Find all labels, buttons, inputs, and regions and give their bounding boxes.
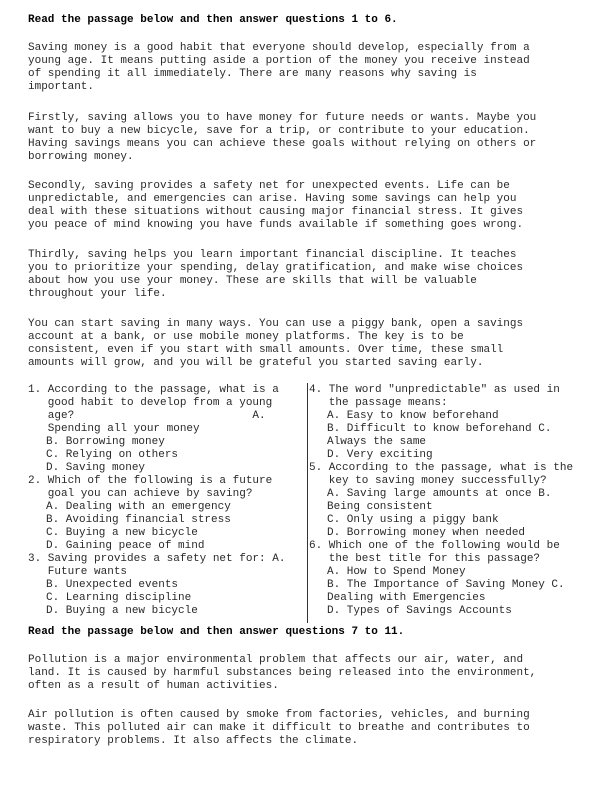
passage1-paragraph-4: Thirdly, saving helps you learn important financial discipline. It teaches you to prioritize your spending, delay gratification, and make wise choices about how you use your money. These are skills that will be valuable throughout your life. — [28, 249, 524, 300]
question-6 — [309, 540, 594, 618]
passage2-paragraph-2: Air pollution is often caused by smoke from factories, vehicles, and burning waste. This polluted air can make it difficult to breathe and contributes to respiratory problems. It also affects the climate. — [28, 709, 530, 747]
passage2-paragraph-1: Pollution is a major environmental problem that affects our air, water, and land. It is caused by harmful substances being released into the environment, often as a result of human activities. — [28, 654, 537, 692]
option: B. Unexpected events — [46, 579, 179, 591]
option: A. Saving large amounts at once B. Being consistent — [327, 488, 552, 513]
option: B. Avoiding financial stress — [46, 514, 231, 526]
option: D. Saving money — [46, 462, 146, 474]
option: D. Types of Savings Accounts — [327, 605, 512, 617]
option: C. Relying on others — [46, 449, 179, 461]
question-1 — [28, 384, 298, 475]
option: D. Buying a new bicycle — [46, 605, 198, 617]
option: B. Difficult to know beforehand C. Always the same — [327, 423, 552, 448]
question-stem: 1. According to the passage, what is a good habit to develop from a young age? A. Spending all your money — [28, 384, 279, 435]
passage1-paragraph-2: Firstly, saving allows you to have money for future needs or wants. Maybe you want to buy a new bicycle, save for a trip, or contribute to your education. Having savings means you can achieve these goals without relying on others or borrowing money. — [28, 112, 537, 163]
option: A. Dealing with an emergency — [46, 501, 231, 513]
column-divider — [307, 383, 308, 623]
question-2 — [28, 475, 298, 553]
question-3 — [28, 553, 298, 618]
question-stem: 2. Which of the following is a future goal you can achieve by saving? — [28, 475, 273, 500]
option: D. Borrowing money when needed — [327, 527, 526, 539]
questions-left-column — [28, 384, 298, 618]
question-stem: 5. According to the passage, what is the key to saving money successfully? — [309, 462, 574, 487]
section1-instruction: Read the passage below and then answer questions 1 to 6. — [28, 14, 398, 26]
questions-right-column — [309, 384, 594, 618]
passage1-paragraph-3: Secondly, saving provides a safety net for unexpected events. Life can be unpredictable, and emergencies can arise. Having some savings can help you deal with these situations without causing major financial stress. It gives you peace of mind knowing you have funds available if something goes wrong. — [28, 180, 524, 231]
option: A. How to Spend Money — [327, 566, 466, 578]
option: C. Only using a piggy bank — [327, 514, 499, 526]
question-stem: 6. Which one of the following would be the best title for this passage? — [309, 540, 560, 565]
question-4 — [309, 384, 594, 462]
option: C. Learning discipline — [46, 592, 192, 604]
question-stem: 4. The word "unpredictable" as used in the passage means: — [309, 384, 560, 409]
option: B. The Importance of Saving Money C. Dealing with Emergencies — [327, 579, 565, 604]
question-5 — [309, 462, 594, 540]
passage1-paragraph-5: You can start saving in many ways. You can use a piggy bank, open a savings account at a bank, or use mobile money platforms. The key is to be consistent, even if you start with small amounts. Over time, these small amounts will grow, and you will be grateful you started saving early. — [28, 318, 524, 369]
question-stem: 3. Saving provides a safety net for: A. Future wants — [28, 553, 286, 578]
option: B. Borrowing money — [46, 436, 165, 448]
option: D. Gaining peace of mind — [46, 540, 205, 552]
option: D. Very exciting — [327, 449, 433, 461]
option: C. Buying a new bicycle — [46, 527, 198, 539]
option: A. Easy to know beforehand — [327, 410, 499, 422]
section2-instruction: Read the passage below and then answer questions 7 to 11. — [28, 626, 405, 638]
passage1-paragraph-1: Saving money is a good habit that everyone should develop, especially from a young age. It means putting aside a portion of the money you receive instead of spending it all immediately. There are many reasons why saving is important. — [28, 42, 530, 93]
